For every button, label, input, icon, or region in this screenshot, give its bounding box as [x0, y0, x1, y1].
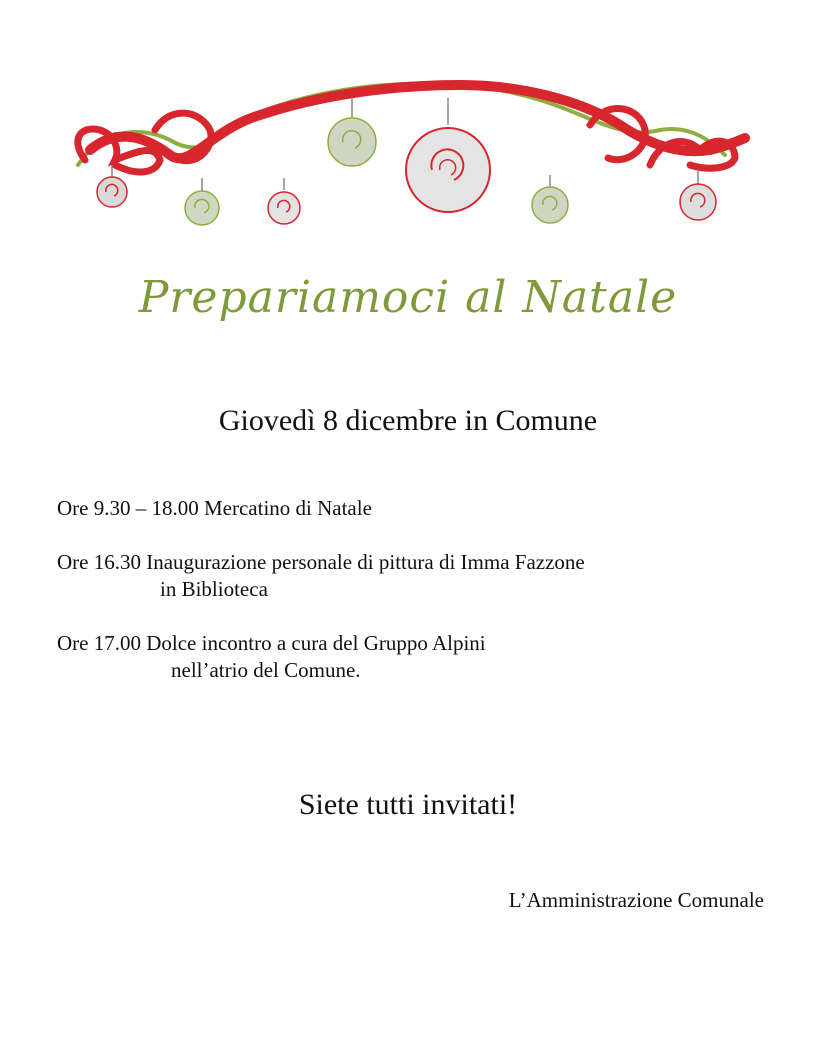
event-schedule [57, 495, 777, 711]
ornament-icon [328, 98, 376, 166]
page-title: Prepariamoci al Natale [138, 272, 678, 323]
ornament-icon [680, 170, 716, 220]
ornament-icon [406, 98, 490, 212]
signature: L’Amministrazione Comunale [508, 888, 764, 912]
schedule-item-text: Ore 9.30 – 18.00 Mercatino di Natale [57, 496, 372, 520]
schedule-item-continuation: nell’atrio del Comune. [171, 658, 361, 682]
ornament-icon [532, 175, 568, 223]
schedule-item [57, 630, 777, 684]
schedule-item-continuation: in Biblioteca [160, 577, 268, 601]
event-date-heading: Giovedì 8 dicembre in Comune [218, 404, 598, 437]
ornament-icon [268, 178, 300, 224]
christmas-garland-illustration [60, 70, 750, 245]
schedule-item [57, 549, 777, 603]
invitation-text: Siete tutti invitati! [298, 788, 518, 821]
schedule-item-text: Ore 17.00 Dolce incontro a cura del Gruppo Alpini [57, 631, 486, 655]
schedule-item-text: Ore 16.30 Inaugurazione personale di pittura di Imma Fazzone [57, 550, 585, 574]
schedule-item [57, 495, 777, 522]
ornament-icon [185, 178, 219, 225]
